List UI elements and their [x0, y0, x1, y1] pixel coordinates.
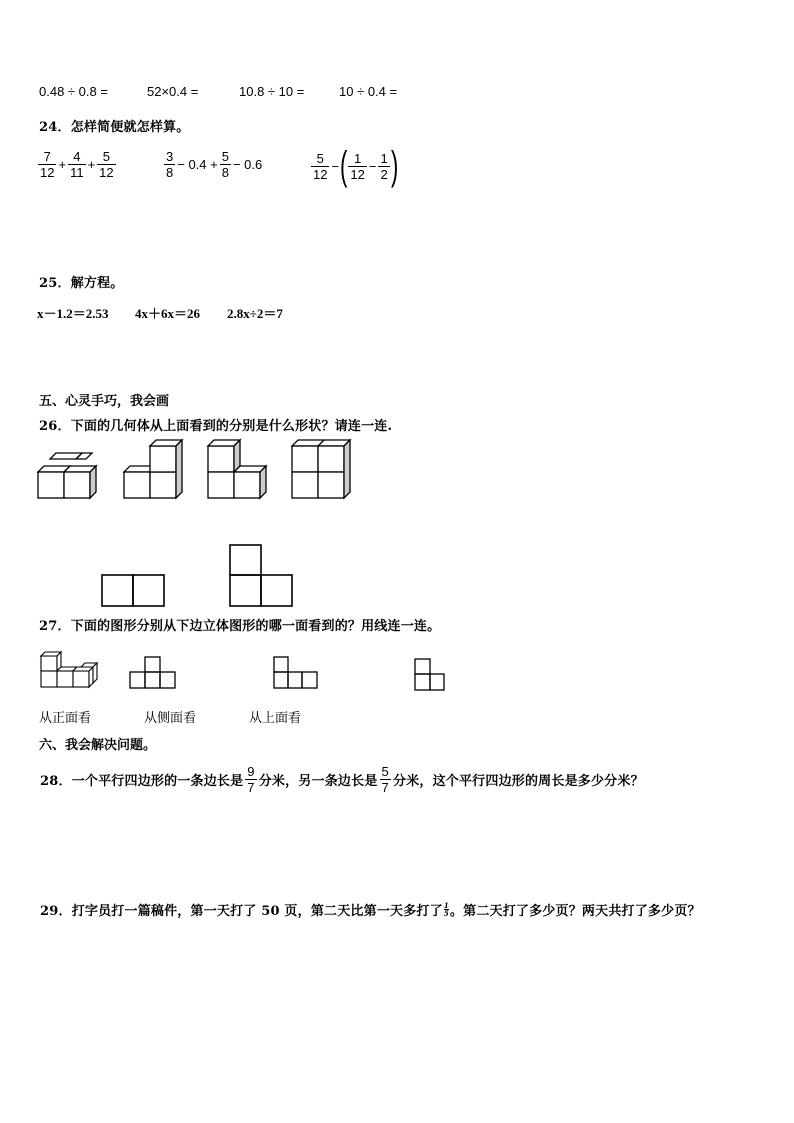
view-option-2[interactable]: [230, 545, 292, 606]
q28-question: 28．一个平行四边形的一条边长是 $\frac{9}{7}$ 分米，另一条边长是 $\frac{5}{7}$ 分米，这个平行四边形的周长是多少分米？: [40, 764, 644, 795]
q27-solid: [41, 652, 97, 687]
section-5-heading: 五、心灵手巧，我会画: [39, 394, 170, 409]
equation: x－1.2＝2.53: [37, 306, 109, 321]
fraction: $\frac{1}{12}$: [350, 150, 365, 182]
left-paren: (: [340, 144, 348, 188]
q25-equations: [37, 303, 337, 321]
right-paren: ): [390, 144, 399, 188]
fraction: $\frac{5}{12}$: [313, 150, 328, 182]
section-6-heading: 六、我会解决问题。: [39, 738, 157, 753]
fraction: $\frac{7}{12}$: [40, 149, 55, 180]
fraction: $\frac{5}{12}$: [99, 149, 114, 180]
fraction: $\frac{5}{7}$: [381, 764, 389, 795]
q26-solids: [36, 438, 356, 502]
q24-title: 24．怎样简便就怎样算。: [39, 120, 190, 135]
calc-item: 0.48 ÷ 0.8 =: [39, 84, 108, 99]
q27-title: 27．下面的图形分别从下边立体图形的哪一面看到的？用线连一连。: [39, 619, 441, 634]
fraction: $\frac{3}{8}$: [166, 149, 174, 180]
fraction: $\frac{1}{2}$: [380, 150, 388, 182]
q26-views: [98, 543, 298, 609]
q27-view-b[interactable]: [274, 657, 317, 688]
equation: 2.8x÷2＝7: [227, 306, 283, 321]
q27-view-c[interactable]: [415, 659, 444, 690]
fraction: $\frac{4}{11}$: [70, 149, 84, 180]
q27-labels: [39, 707, 339, 725]
view-label-side: 从侧面看: [144, 711, 197, 726]
q24-expression-3: $\frac{5}{12}$ −( $\frac{1}{12}$ − $\frac{1}{2}$ ): [313, 144, 399, 188]
calc-item: 52×0.4 =: [147, 84, 199, 99]
q24-expression-2: $\frac{3}{8}$ − 0.4 + $\frac{5}{8}$ − 0.6: [166, 149, 263, 180]
fraction: $\frac{5}{8}$: [221, 149, 229, 180]
fraction: $\frac{9}{7}$: [247, 764, 255, 795]
calc-row: [39, 84, 459, 102]
q27-view-a[interactable]: [130, 657, 175, 688]
q24-expression-1: $\frac{7}{12}$ + $\frac{4}{11}$ + $\frac{5}{12}$: [40, 149, 114, 180]
solid-2: [124, 440, 182, 498]
view-label-front: 从正面看: [39, 711, 92, 726]
calc-item: 10.8 ÷ 10 =: [239, 84, 305, 99]
q26-title: 26．下面的几何体从上面看到的分别是什么形状？请连一连.: [39, 419, 393, 434]
solid-4: [292, 440, 350, 498]
q27-figures: [38, 645, 450, 695]
q25-title: 25．解方程。: [39, 276, 124, 291]
calc-item: 10 ÷ 0.4 =: [339, 84, 398, 99]
solid-1: [38, 453, 96, 498]
view-option-1[interactable]: [102, 575, 164, 606]
solid-3: [208, 440, 266, 498]
view-label-top: 从上面看: [249, 711, 302, 726]
fraction-small: $\frac{1}{5}$: [443, 901, 449, 918]
q29-question: 29．打字员打一篇稿件，第一天打了 50 页，第二天比第一天多打了 $\frac{1}{5}$ 。第二天打了多少页？两天共打了多少页？: [40, 901, 701, 919]
equation: 4x＋6x＝26: [135, 306, 201, 321]
